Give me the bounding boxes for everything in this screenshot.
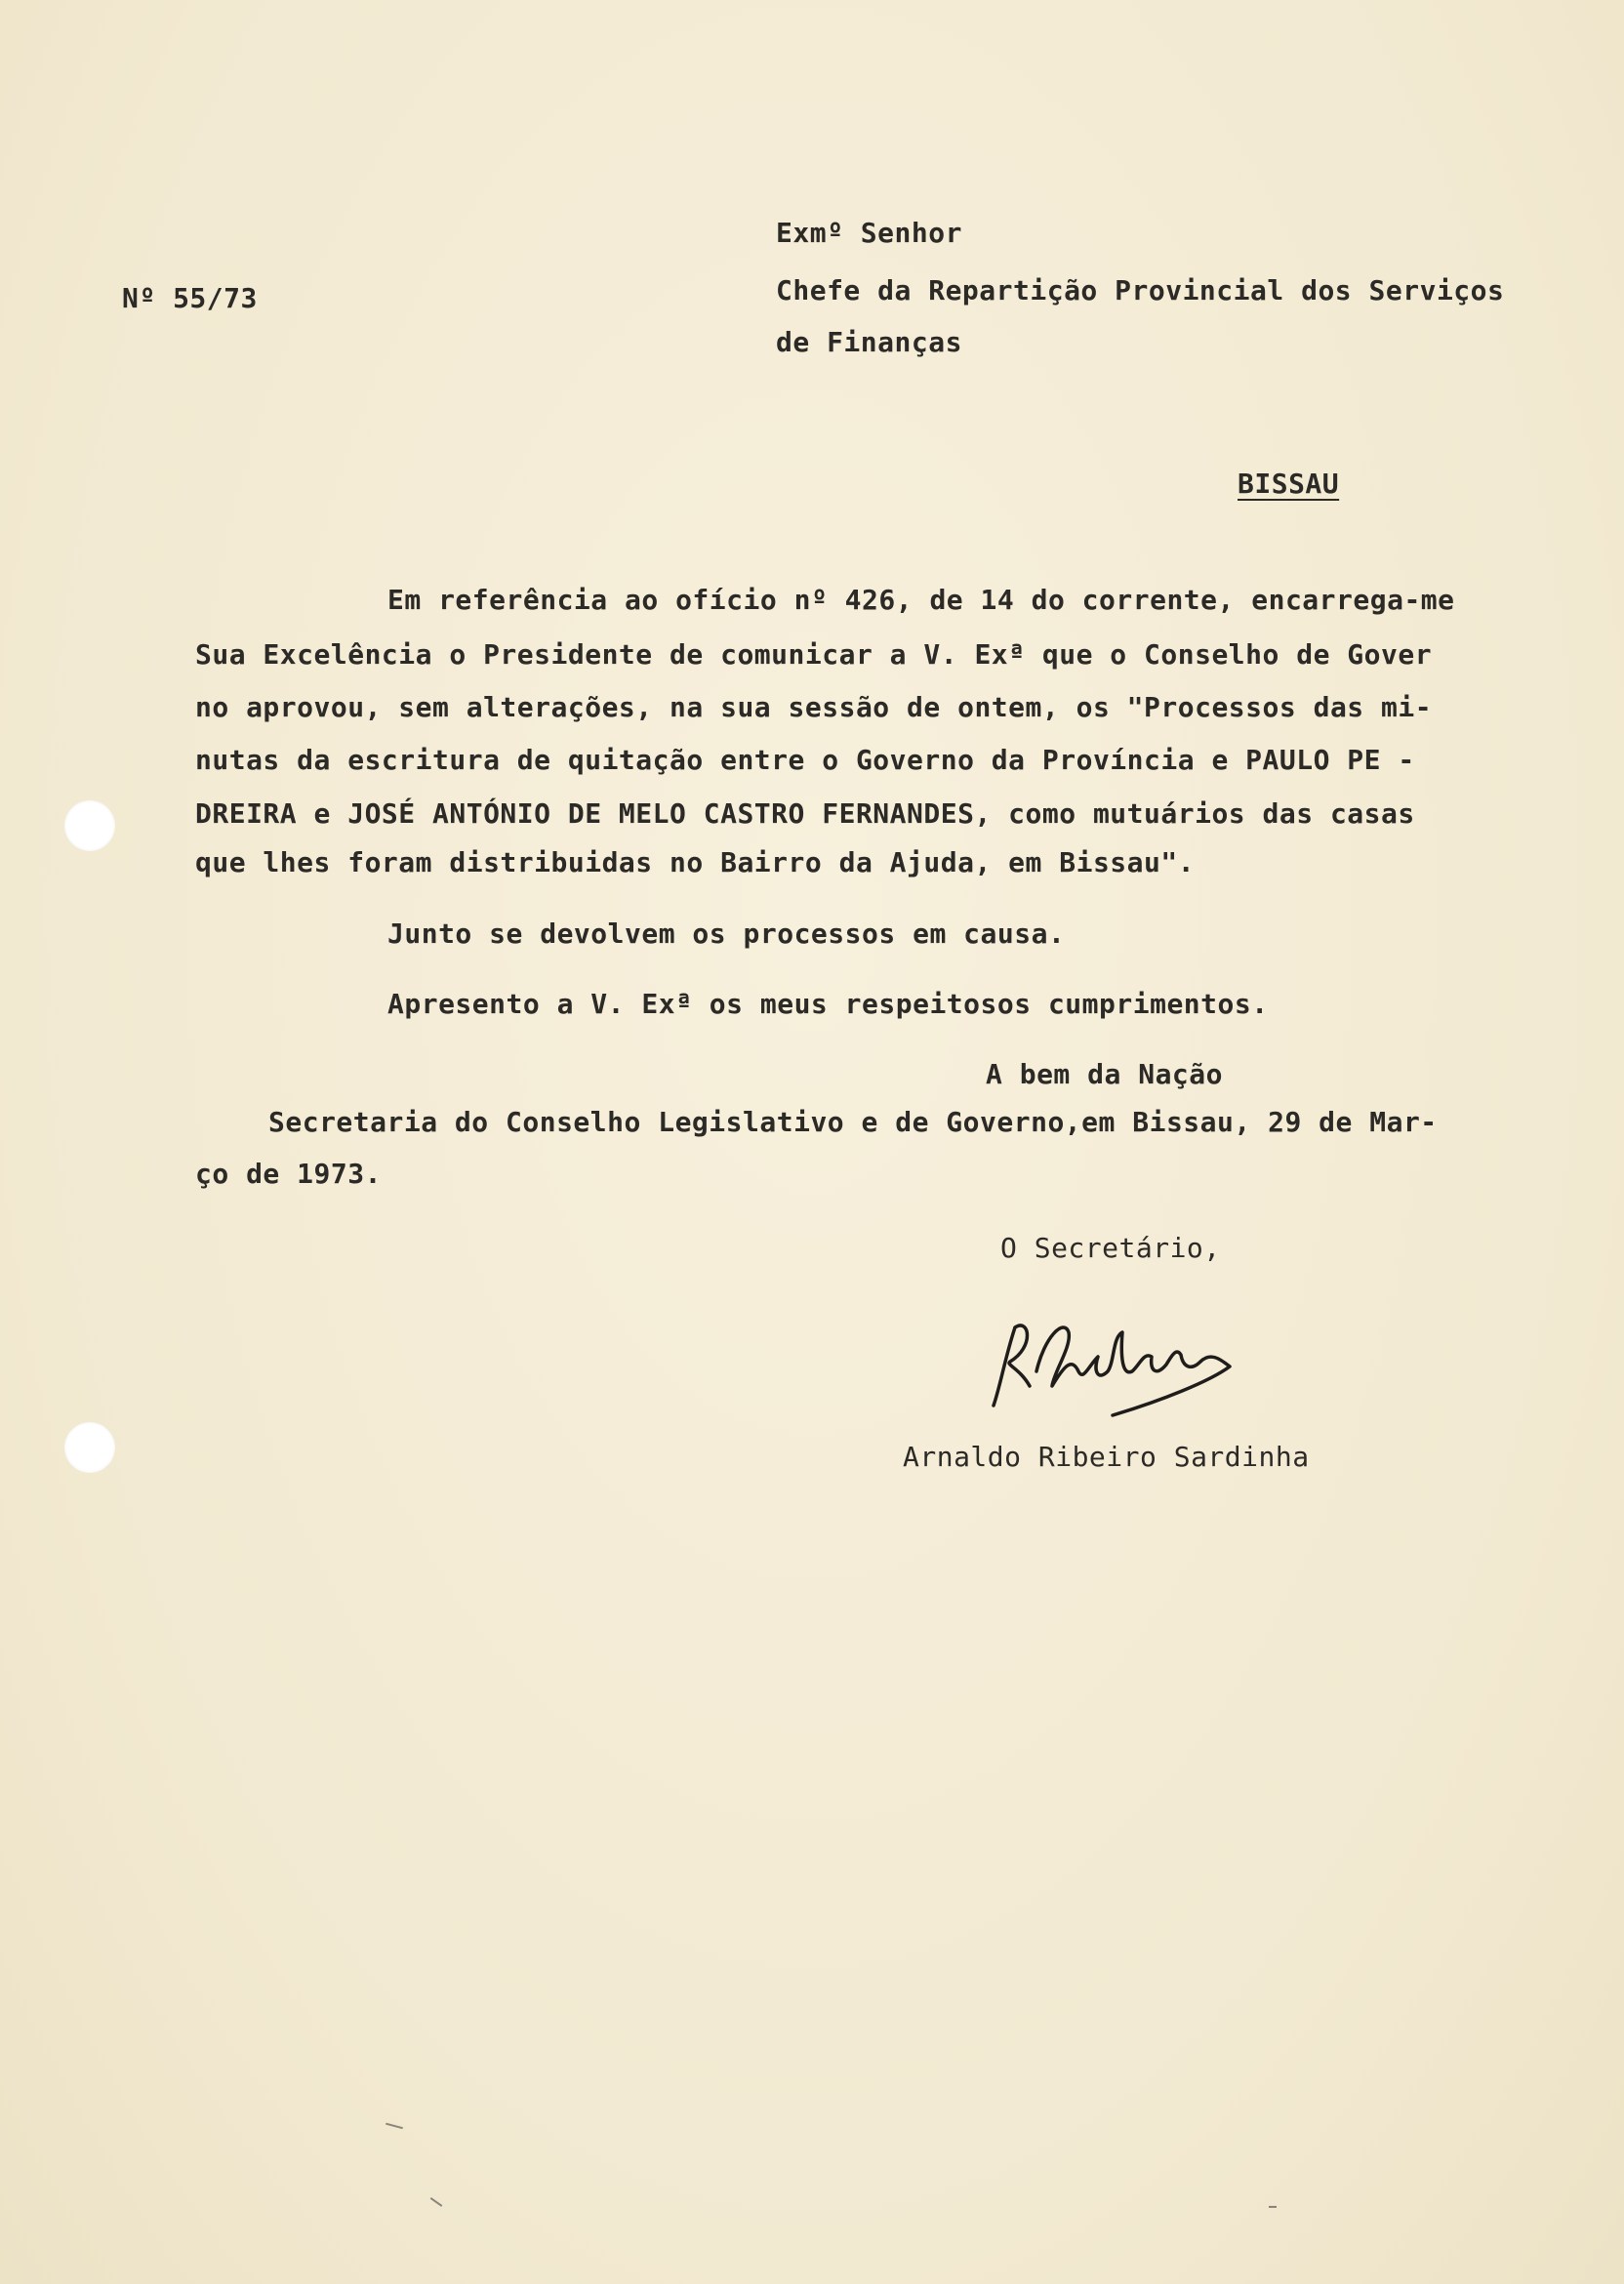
handwritten-signature (976, 1279, 1269, 1425)
paper-mark (386, 2123, 403, 2130)
body-line: nutas da escritura de quitação entre o Governo da Província e PAULO PE - (195, 744, 1415, 776)
paper-mark (1269, 2206, 1277, 2208)
reference-number: Nº 55/73 (122, 282, 258, 314)
signer-name: Arnaldo Ribeiro Sardinha (903, 1441, 1310, 1473)
body-line: Sua Excelência o Presidente de comunicar a V. Exª que o Conselho de Gover (195, 638, 1433, 671)
paper-mark (430, 2197, 443, 2207)
recipient-line-2: de Finanças (776, 326, 962, 358)
salutation: Exmº Senhor (776, 217, 962, 249)
recipient-line-1: Chefe da Repartição Provincial dos Serviços (776, 274, 1505, 306)
body-line: Em referência ao ofício nº 426, de 14 do corrente, encarrega-me (387, 584, 1455, 616)
place-date-line-1: Secretaria do Conselho Legislativo e de Governo,em Bissau, 29 de Mar- (268, 1106, 1438, 1138)
body-line: no aprovou, sem alterações, na sua sessão de ontem, os "Processos das mi- (195, 691, 1433, 723)
punch-hole (64, 800, 115, 851)
city-heading: BISSAU (1238, 468, 1340, 500)
signer-title: O Secretário, (1000, 1232, 1221, 1264)
body-line: que lhes foram distribuidas no Bairro da Ajuda, em Bissau". (195, 846, 1196, 878)
paragraph-3: Apresento a V. Exª os meus respeitosos cumprimentos. (387, 988, 1269, 1020)
closing-motto: A bem da Nação (986, 1058, 1224, 1090)
punch-hole (64, 1422, 115, 1473)
paragraph-2: Junto se devolvem os processos em causa. (387, 918, 1066, 950)
body-line: DREIRA e JOSÉ ANTÓNIO DE MELO CASTRO FERNANDES, como mutuários das casas (195, 797, 1415, 830)
place-date-line-2: ço de 1973. (195, 1158, 382, 1190)
